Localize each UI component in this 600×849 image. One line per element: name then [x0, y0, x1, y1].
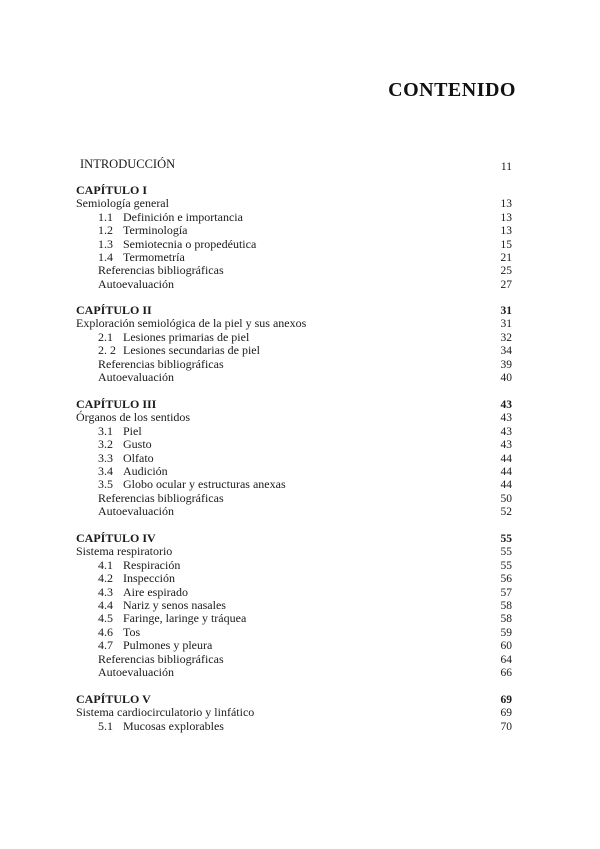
toc-entry-row	[76, 251, 512, 264]
page-title: CONTENIDO	[388, 79, 516, 101]
toc-entry-page: 13	[500, 211, 512, 224]
toc-chapter-block	[76, 398, 512, 519]
toc-entry-title: Lesiones primarias de piel	[123, 329, 250, 344]
toc-entry-row	[76, 425, 512, 438]
toc-chapter-subtitle: Semiología general	[76, 196, 169, 211]
toc-references-row	[76, 358, 512, 371]
toc-chapter-heading: CAPÍTULO III	[76, 397, 157, 411]
toc-chapter-heading-row	[76, 184, 512, 197]
toc-entry-page: 44	[500, 452, 512, 465]
toc-entry-title: Piel	[123, 423, 142, 438]
toc-entry-page: 58	[500, 599, 512, 612]
toc-entry-page: 60	[500, 640, 512, 653]
toc-entry-label	[76, 599, 226, 612]
toc-entry-number: 1.2	[98, 223, 113, 238]
toc-evaluation-row	[76, 666, 512, 679]
toc-entry-page: 55	[500, 559, 512, 572]
toc-entry-title: Olfato	[123, 450, 154, 465]
toc-references-page: 25	[500, 265, 512, 278]
toc-entry-row	[76, 211, 512, 224]
toc-evaluation-label: Autoevaluación	[98, 276, 174, 291]
toc-evaluation-page: 40	[500, 371, 512, 384]
toc-references-row	[76, 653, 512, 666]
toc-entry-number: 1.1	[98, 209, 113, 224]
toc-chapter-heading-page: 55	[500, 533, 512, 545]
toc-entry-label	[76, 344, 260, 357]
toc-entry-row	[76, 559, 512, 572]
toc-entry-number: 4.3	[98, 584, 113, 599]
toc-evaluation-row	[76, 371, 512, 384]
toc-entry-label	[76, 425, 142, 438]
toc-chapter-heading-row	[76, 398, 512, 411]
toc-entry-row	[76, 626, 512, 639]
toc-entry-label	[76, 572, 175, 585]
toc-entry-row	[76, 344, 512, 357]
toc-entry-page: 43	[500, 425, 512, 438]
toc-entry-title: Semiotecnia o propedéutica	[123, 236, 257, 251]
toc-entry-page: 32	[500, 331, 512, 344]
toc-chapter-subtitle-row	[76, 545, 512, 558]
toc-chapter-subtitle-row	[76, 706, 512, 719]
toc-entry-number: 2.1	[98, 329, 113, 344]
toc-entry-title: Gusto	[123, 437, 152, 452]
toc-references-label: Referencias bibliográficas	[98, 651, 224, 666]
toc-chapter-heading: CAPÍTULO IV	[76, 531, 156, 545]
toc-entry-row	[76, 238, 512, 251]
toc-evaluation-row	[76, 505, 512, 518]
toc-entry-page: 70	[500, 720, 512, 733]
toc-chapter-heading: CAPÍTULO V	[76, 692, 151, 706]
toc-entry-page: 21	[500, 251, 512, 264]
toc-entry-row	[76, 586, 512, 599]
toc-entry-label	[76, 720, 224, 733]
toc-chapter-heading-row	[76, 693, 512, 706]
toc-entry-row	[76, 465, 512, 478]
toc-entry-number: 1.3	[98, 236, 113, 251]
toc-entry-title: Terminología	[123, 223, 188, 238]
toc-chapter-heading-page: 69	[500, 694, 512, 706]
toc-entry-title: Faringe, laringe y tráquea	[123, 611, 247, 626]
toc-chapter-subtitle-row	[76, 317, 512, 330]
toc-evaluation-row	[76, 278, 512, 291]
toc-entry-page: 13	[500, 225, 512, 238]
toc-entry-page: 58	[500, 613, 512, 626]
toc-entry-number: 5.1	[98, 718, 113, 733]
toc-entry-page: 59	[500, 626, 512, 639]
toc-entry-label	[76, 224, 187, 237]
toc-entry-page: 43	[500, 439, 512, 452]
toc-chapter-subtitle-page: 31	[500, 318, 512, 331]
toc-intro-label: INTRODUCCIÓN	[80, 157, 176, 171]
toc-chapter-subtitle-page: 69	[500, 707, 512, 720]
toc-references-row	[76, 492, 512, 505]
toc-entry-label	[76, 452, 154, 465]
toc-entry-number: 3.5	[98, 477, 113, 492]
toc-entry-row	[76, 331, 512, 344]
toc-entry-row	[76, 478, 512, 491]
toc-entry-number: 3.2	[98, 437, 113, 452]
toc-evaluation-label: Autoevaluación	[98, 664, 174, 679]
toc-chapter-subtitle-row	[76, 197, 512, 210]
toc-entry-title: Pulmones y pleura	[123, 638, 213, 653]
toc-entry-row	[76, 438, 512, 451]
toc-entry-number: 3.1	[98, 423, 113, 438]
toc-entry-title: Respiración	[123, 557, 181, 572]
toc-evaluation-label: Autoevaluación	[98, 369, 174, 384]
toc-entry-number: 4.2	[98, 571, 113, 586]
toc-references-row	[76, 264, 512, 277]
toc-evaluation-label: Autoevaluación	[98, 504, 174, 519]
toc-evaluation-page: 27	[500, 278, 512, 291]
toc-entry-row	[76, 452, 512, 465]
toc-chapter-block	[76, 693, 512, 733]
toc-intro-page: 11	[500, 161, 512, 173]
toc-chapter-heading: CAPÍTULO II	[76, 303, 152, 317]
toc-entry-number: 4.6	[98, 624, 113, 639]
toc-references-label: Referencias bibliográficas	[98, 490, 224, 505]
toc-chapter-heading-row	[76, 304, 512, 317]
toc-entry-number: 4.4	[98, 597, 113, 612]
toc-chapter-subtitle: Sistema respiratorio	[76, 544, 173, 559]
toc-chapter-heading-page: 43	[500, 399, 512, 411]
toc-entry-title: Tos	[123, 624, 141, 639]
toc-entry-label	[76, 211, 243, 224]
toc-entry-title: Nariz y senos nasales	[123, 597, 226, 612]
toc-chapter-heading-page: 31	[500, 305, 512, 317]
toc-chapter-subtitle-row	[76, 411, 512, 424]
toc-entry-number: 4.5	[98, 611, 113, 626]
toc-entry-page: 44	[500, 479, 512, 492]
toc-entry-row	[76, 572, 512, 585]
toc-entry-label	[76, 586, 188, 599]
toc-entry-label	[76, 331, 249, 344]
toc-entry-label	[76, 559, 180, 572]
toc-entry-title: Aire espirado	[123, 584, 188, 599]
toc-entry-label	[76, 251, 185, 264]
toc-entry-title: Definición e importancia	[123, 209, 243, 224]
toc-entry-number: 3.4	[98, 463, 113, 478]
toc-entry-title: Inspección	[123, 571, 175, 586]
toc-chapter-block	[76, 532, 512, 679]
toc-entry-label	[76, 238, 256, 251]
toc-references-label: Referencias bibliográficas	[98, 263, 224, 278]
toc-entry-page: 44	[500, 465, 512, 478]
toc-references-label: Referencias bibliográficas	[98, 356, 224, 371]
toc-chapter-heading-row	[76, 532, 512, 545]
toc-chapter-subtitle-page: 55	[500, 546, 512, 559]
toc-entry-title: Termometría	[123, 249, 185, 264]
toc-references-page: 64	[500, 653, 512, 666]
toc-entry-label	[76, 639, 212, 652]
toc-entry-title: Globo ocular y estructuras anexas	[123, 477, 286, 492]
toc-entry-title: Lesiones secundarias de piel	[123, 343, 260, 358]
toc-entry-row	[76, 599, 512, 612]
toc-chapter-subtitle-page: 43	[500, 412, 512, 425]
toc-chapter-subtitle: Exploración semiológica de la piel y sus anexos	[76, 316, 307, 331]
toc-entry-page: 56	[500, 573, 512, 586]
toc-chapter-subtitle: Sistema cardiocirculatorio y linfático	[76, 705, 255, 720]
toc-entry-number: 4.7	[98, 638, 113, 653]
toc-entry-number: 4.1	[98, 557, 113, 572]
toc-evaluation-page: 52	[500, 506, 512, 519]
toc-entry-page: 34	[500, 345, 512, 358]
toc-references-page: 50	[500, 492, 512, 505]
toc-entry-row	[76, 612, 512, 625]
toc-entry-number: 2. 2	[98, 343, 116, 358]
toc-entry-title: Audición	[123, 463, 168, 478]
toc-entry-row	[76, 720, 512, 733]
toc-intro-row	[80, 157, 512, 173]
toc-entry-page: 57	[500, 586, 512, 599]
toc-entry-title: Mucosas explorables	[123, 718, 224, 733]
toc-entry-page: 15	[500, 238, 512, 251]
toc-references-page: 39	[500, 358, 512, 371]
toc-entry-row	[76, 224, 512, 237]
toc-chapter-block	[76, 304, 512, 384]
toc-entry-label	[76, 626, 140, 639]
toc-chapter-subtitle: Órganos de los sentidos	[76, 410, 191, 425]
toc-chapter-subtitle-page: 13	[500, 198, 512, 211]
toc-evaluation-page: 66	[500, 666, 512, 679]
toc-chapter-heading: CAPÍTULO I	[76, 183, 148, 197]
toc-entry-number: 3.3	[98, 450, 113, 465]
toc-entry-label	[76, 438, 152, 451]
toc-entry-number: 1.4	[98, 249, 113, 264]
toc-chapter-block	[76, 184, 512, 291]
toc-entry-label	[76, 478, 286, 491]
toc-entry-row	[76, 639, 512, 652]
toc-entry-label	[76, 465, 168, 478]
toc-entry-label	[76, 612, 246, 625]
